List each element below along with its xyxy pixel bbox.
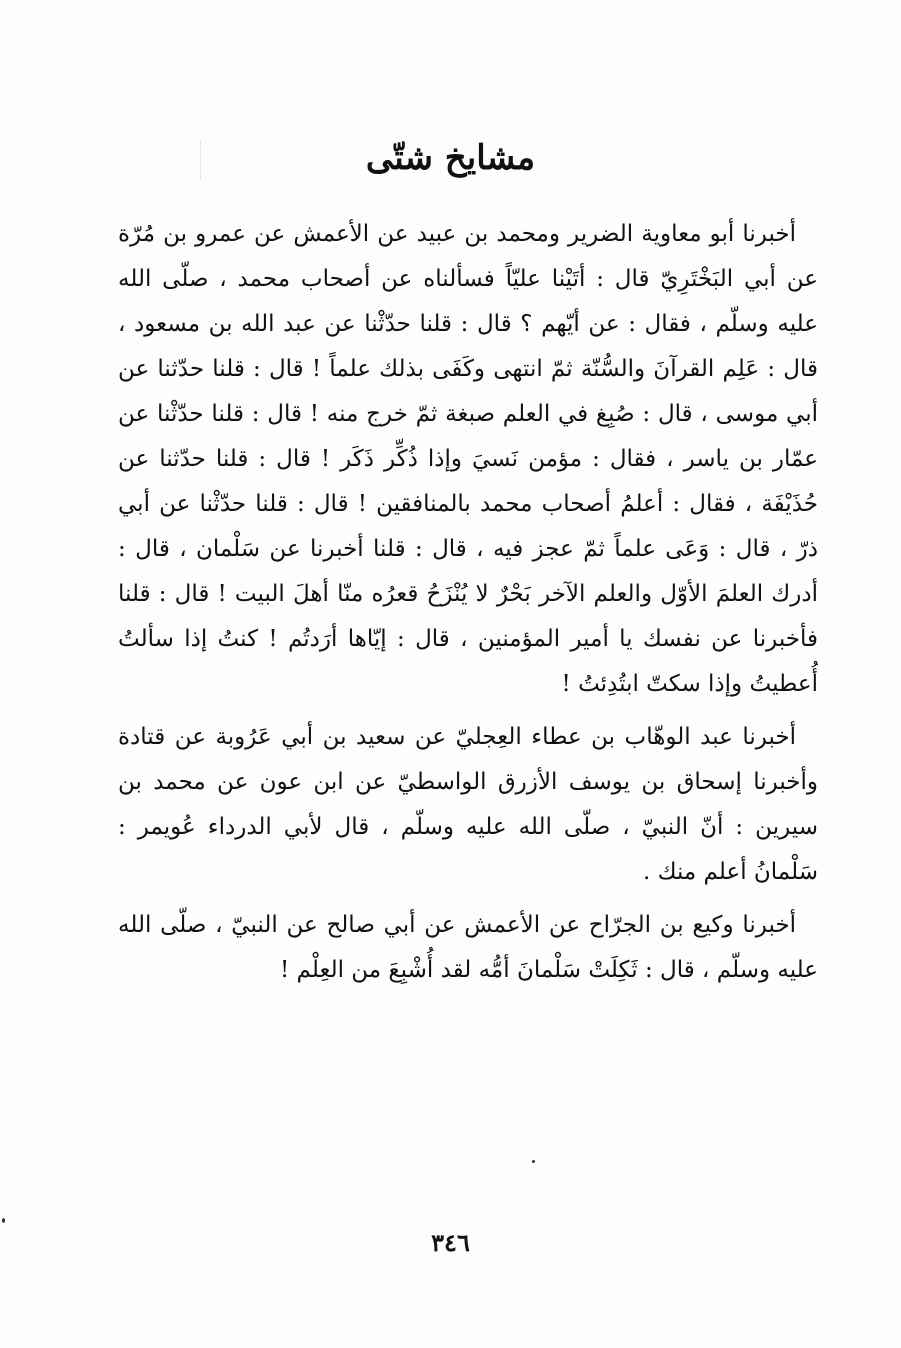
paragraph-3: أخبرنا وكيع بن الجرّاح عن الأعمش عن أبي صالح عن النبيّ ، صلّى الله عليه وسلّم ، قال : ثَكِلَتْ سَلْمانَ أمُّه لقد أُشْبِعَ من العِلْم ! [118, 912, 818, 983]
paragraph-2: أخبرنا عبد الوهّاب بن عطاء العِجليّ عن سعيد بن أبي عَرُوبة عن قتادة وأخبرنا إسحاق بن يوسف الأزرق الواسطيّ عن ابن عون عن محمد بن سيرين : أنّ النبيّ ، صلّى الله عليه وسلّم ، قال لأبي الدرداء عُويمر : سَلْمانُ أعلم منك . [118, 724, 818, 885]
main-text [118, 212, 818, 993]
page-title: مشايخ شتّى [365, 138, 536, 178]
paragraph-1: أخبرنا أبو معاوية الضرير ومحمد بن عبيد عن الأعمش عن عمرو بن مُرّة عن أبي البَخْتَرِيّ قال : أتَيْنا عليّاً فسألناه عن أصحاب محمد ، صلّى الله عليه وسلّم ، فقال : عن أيّهم ؟ قال : قلنا حدّثْنا عن عبد الله بن مسعود ، قال : عَلِم القرآنَ والسُّنّة ثمّ انتهى وكَفَى بذلك علماً ! قال : قلنا حدّثنا عن أبي موسى ، قال : صُبِغ في العلم صبغة ثمّ خرج منه ! قال : قلنا حدّثْنا عن عمّار بن ياسر ، فقال : مؤمن نَسيَ وإذا ذُكِّر ذَكَر ! قال : قلنا حدّثنا عن حُذَيْفَة ، فقال : أعلمُ أصحاب محمد بالمنافقين ! قال : قلنا حدّثْنا عن أبي ذرّ ، قال : وَعَى علماً ثمّ عجز فيه ، قال : قلنا أخبرنا عن سَلْمان ، قال : أدرك العلمَ الأوّل والعلم الآخر بَحْرٌ لا يُنْزَحُ قعرُه منّا أهلَ البيت ! قال : قلنا فأخبرنا عن نفسك يا أمير المؤمنين ، قال : إيّاها أرَدتُم ! كنتُ إذا سألتُ أُعطيتُ وإذا سكتّ ابتُدِئتُ ! [118, 221, 818, 697]
ink-speck [532, 1160, 535, 1163]
page-number: ٣٤٦ [431, 1228, 470, 1257]
ink-speck [2, 1218, 5, 1223]
